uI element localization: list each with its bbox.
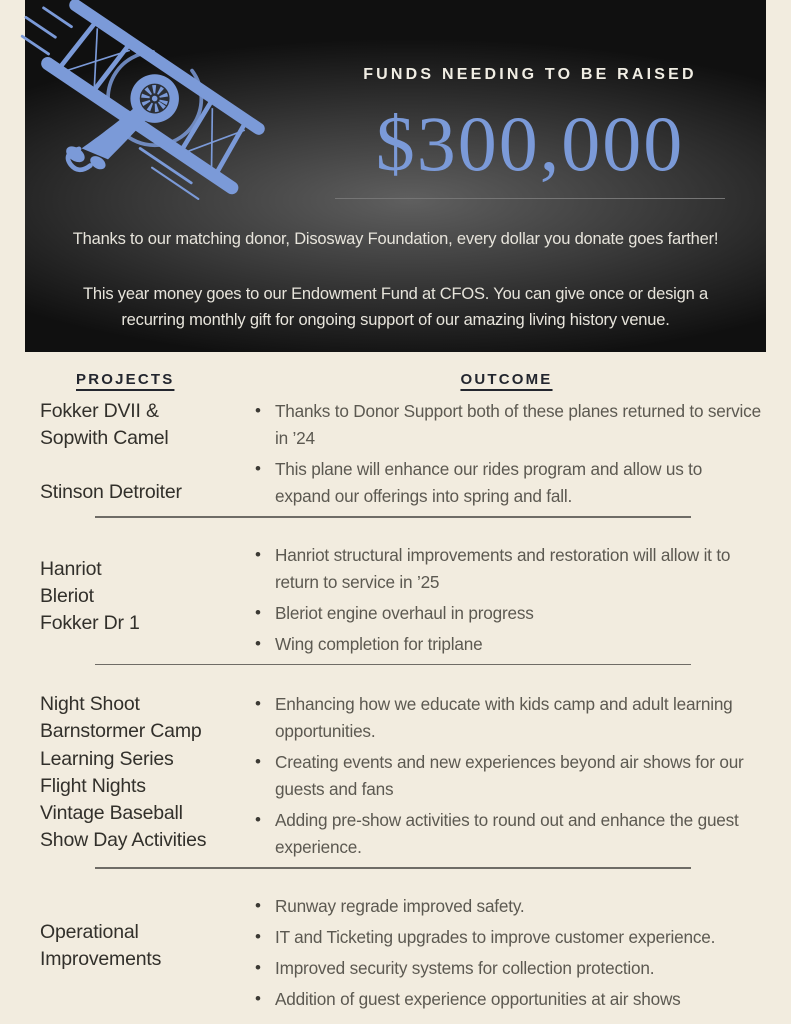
projects-cell [40, 398, 252, 510]
project-name: Vintage Baseball [40, 802, 183, 825]
projects-cell [40, 542, 252, 658]
endowment-fund-text-inner: This year money goes to our Endowment Fund at CFOS. You can give once or design a recurring monthly gift for ongoing support of our amazing living history venue. [83, 285, 708, 329]
outcome-item: • Thanks to Donor Support both of these planes returned to service in ’24 [252, 398, 761, 452]
biplane-icon [25, 14, 277, 210]
hero-panel [25, 0, 766, 352]
projects-table-rows [40, 388, 761, 1013]
project-name: Stinson Detroiter [40, 480, 182, 503]
outcome-item: • Improved security systems for collection protection. [252, 955, 761, 982]
outcome-item: • This plane will enhance our rides program and allow us to expand our offerings into spring and fall. [252, 456, 761, 510]
outcome-cell [252, 542, 761, 658]
projects-cell [40, 893, 252, 1013]
outcome-item: • Enhancing how we educate with kids camp and adult learning opportunities. [252, 691, 761, 745]
project-name: Hanriot [40, 557, 102, 580]
hero-headline-block [297, 66, 763, 199]
endowment-fund-text [57, 282, 734, 334]
project-group [40, 479, 252, 506]
project-name: Bleriot [40, 584, 94, 607]
table-row [40, 881, 761, 1013]
outcome-item: • Runway regrade improved safety. [252, 893, 761, 920]
project-name: Sopwith Camel [40, 427, 169, 450]
projects-cell [40, 691, 252, 861]
row-separator [95, 867, 691, 869]
fundraising-amount: $300,000 [375, 100, 685, 187]
project-name: Show Day Activities [40, 829, 207, 852]
table-row [40, 388, 761, 510]
project-name: Improvements [40, 947, 162, 970]
outcome-item: • Bleriot engine overhaul in progress [252, 600, 761, 627]
project-name: Learning Series [40, 747, 174, 770]
project-name: Night Shoot [40, 693, 140, 715]
outcome-cell [252, 691, 761, 861]
outcome-item: • Addition of guest experience opportunities at air shows [252, 986, 761, 1013]
projects-column-header: PROJECTS [76, 371, 175, 388]
project-name: Operational [40, 920, 139, 943]
project-name: Barnstormer Camp [40, 720, 202, 743]
outcome-item: • Wing completion for triplane [252, 631, 761, 658]
outcome-item: • IT and Ticketing upgrades to improve customer experience. [252, 924, 761, 951]
outcome-cell [252, 893, 761, 1013]
hero-title: FUNDS NEEDING TO BE RAISED [363, 66, 697, 83]
row-separator [95, 516, 691, 518]
amount-underline [335, 198, 725, 199]
outcome-item: • Adding pre-show activities to round out and enhance the guest experience. [252, 807, 761, 861]
project-group [40, 691, 252, 855]
matching-donor-text: Thanks to our matching donor, Disosway Foundation, every dollar you donate goes farther! [72, 230, 719, 248]
outcome-column-header: OUTCOME [460, 371, 553, 388]
project-name: Fokker DVII & [40, 400, 159, 422]
project-group [40, 919, 252, 974]
projects-table [40, 371, 761, 1013]
row-separator [95, 664, 691, 666]
project-name: Flight Nights [40, 774, 146, 797]
table-header-row [40, 371, 761, 388]
table-row [40, 677, 761, 861]
project-name: Fokker Dr 1 [40, 612, 140, 635]
outcome-cell [252, 398, 761, 510]
outcome-item: • Creating events and new experiences beyond air shows for our guests and fans [252, 749, 761, 803]
outcome-item: • Hanriot structural improvements and restoration will allow it to return to service in ’25 [252, 542, 761, 596]
project-group [40, 556, 252, 638]
project-group [40, 398, 252, 453]
table-row [40, 530, 761, 658]
